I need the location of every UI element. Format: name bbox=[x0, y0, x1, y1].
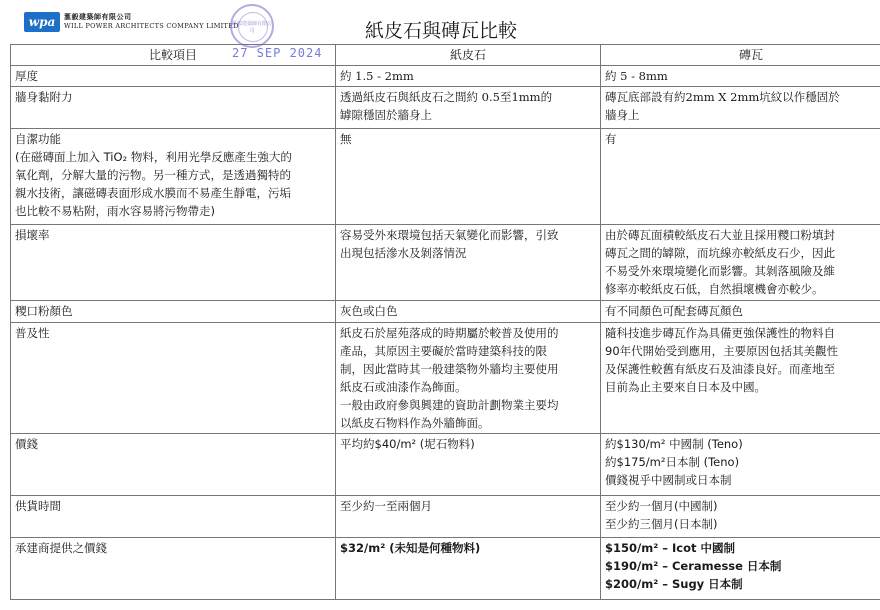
row-tile-price: 約$130/m² 中國制 (Teno) 約$175/m²日本制 (Teno) 價錢視乎中國制或日本制 bbox=[601, 434, 880, 496]
row-tile-popularity: 隨科技進步磚瓦作為具備更強保護性的物料自 90年代開始受到應用，主要原因包括其美觀性 及保護性較舊有紙皮石及油漆良好。而產地至 目前為止主要來自日本及中國。 bbox=[601, 323, 880, 434]
comparison-table bbox=[10, 44, 880, 600]
logo-mark: wpa bbox=[24, 12, 60, 32]
row-mosaic-damage-rate: 容易受外來環境包括天氣變化而影響，引致 出現包括滲水及剝落情況 bbox=[336, 225, 601, 301]
table-row bbox=[11, 129, 880, 225]
row-item-price: 價錢 bbox=[11, 434, 336, 496]
company-logo bbox=[24, 12, 239, 32]
row-mosaic-contractor-price: $32/m² (未知是何種物料) bbox=[336, 538, 601, 600]
row-mosaic-self-cleaning: 無 bbox=[336, 129, 601, 225]
company-name-english: WILL POWER ARCHITECTS COMPANY LIMITED bbox=[64, 22, 239, 31]
table-row bbox=[11, 66, 880, 87]
table-row bbox=[11, 323, 880, 434]
company-name-chinese: 滙毅建築師有限公司 bbox=[64, 13, 132, 22]
row-mosaic-popularity: 紙皮石於屋苑落成的時期屬於較普及使用的 產品，其原因主要礙於當時建築科技的限 制，因此當時其一般建築物外牆均主要使用 紙皮石或油漆作為飾面。 一般由政府參與興建的資助計劃物業主要均 以紙皮石物料作為外牆飾面。 bbox=[336, 323, 601, 434]
row-mosaic-delivery-time: 至少約一至兩個月 bbox=[336, 496, 601, 538]
row-item-self-cleaning: 自潔功能 (在磁磚面上加入 TiO₂ 物料，利用光學反應產生強大的 氧化劑，分解大量的污物。另一種方式，是透過獨特的 親水技術，讓磁磚表面形成水膜而不易產生靜電，污垢 也比較不易粘附，雨水容易將污物帶走) bbox=[11, 129, 336, 225]
table-header-row bbox=[11, 45, 880, 66]
document-header bbox=[10, 12, 874, 44]
row-item-contractor-price: 承建商提供之價錢 bbox=[11, 538, 336, 600]
row-mosaic-adhesion: 透過紙皮石與紙皮石之間約 0.5至1mm的 罅隙穩固於牆身上 bbox=[336, 87, 601, 129]
row-mosaic-grout-color: 灰色或白色 bbox=[336, 301, 601, 323]
document bbox=[10, 12, 874, 600]
row-tile-delivery-time: 至少約一個月(中國制) 至少約三個月(日本制) bbox=[601, 496, 880, 538]
row-tile-contractor-price: $150/m² – Icot 中國制 $190/m² – Ceramesse 日本制 $200/m² – Sugy 日本制 bbox=[601, 538, 880, 600]
table-row bbox=[11, 496, 880, 538]
table-row bbox=[11, 538, 880, 600]
seal-text: 滙毅建築師有限公司 bbox=[232, 21, 273, 34]
header-mosaic: 紙皮石 bbox=[336, 45, 601, 66]
row-tile-thickness: 約 5 - 8mm bbox=[601, 66, 880, 87]
header-item: 比較項目 bbox=[11, 45, 336, 66]
table-row bbox=[11, 225, 880, 301]
row-tile-grout-color: 有不同顏色可配套磚瓦顏色 bbox=[601, 301, 880, 323]
table-row bbox=[11, 87, 880, 129]
row-item-adhesion: 牆身黏附力 bbox=[11, 87, 336, 129]
row-mosaic-price: 平均約$40/m² (坭石物料) bbox=[336, 434, 601, 496]
row-item-grout-color: 糭口粉顏色 bbox=[11, 301, 336, 323]
row-item-thickness: 厚度 bbox=[11, 66, 336, 87]
company-seal-stamp bbox=[230, 4, 274, 48]
row-item-delivery-time: 供貨時間 bbox=[11, 496, 336, 538]
page-title: 紙皮石與磚瓦比較 bbox=[364, 20, 517, 42]
header-tile: 磚瓦 bbox=[601, 45, 880, 66]
row-item-popularity: 普及性 bbox=[11, 323, 336, 434]
row-item-damage-rate: 損壞率 bbox=[11, 225, 336, 301]
table-row bbox=[11, 301, 880, 323]
date-stamp: 27 SEP 2024 bbox=[232, 46, 323, 60]
row-mosaic-thickness: 約 1.5 - 2mm bbox=[336, 66, 601, 87]
table-row bbox=[11, 434, 880, 496]
row-tile-self-cleaning: 有 bbox=[601, 129, 880, 225]
row-tile-damage-rate: 由於磚瓦面積較紙皮石大並且採用糭口粉填封 磚瓦之間的罅隙，而坑線亦較紙皮石少，因此 不易受外來環境變化而影響。其剝落風險及維 修率亦較紙皮石低，自然損壞機會亦較少。 bbox=[601, 225, 880, 301]
row-tile-adhesion: 磚瓦底部設有約2mm X 2mm坑紋以作穩固於 牆身上 bbox=[601, 87, 880, 129]
